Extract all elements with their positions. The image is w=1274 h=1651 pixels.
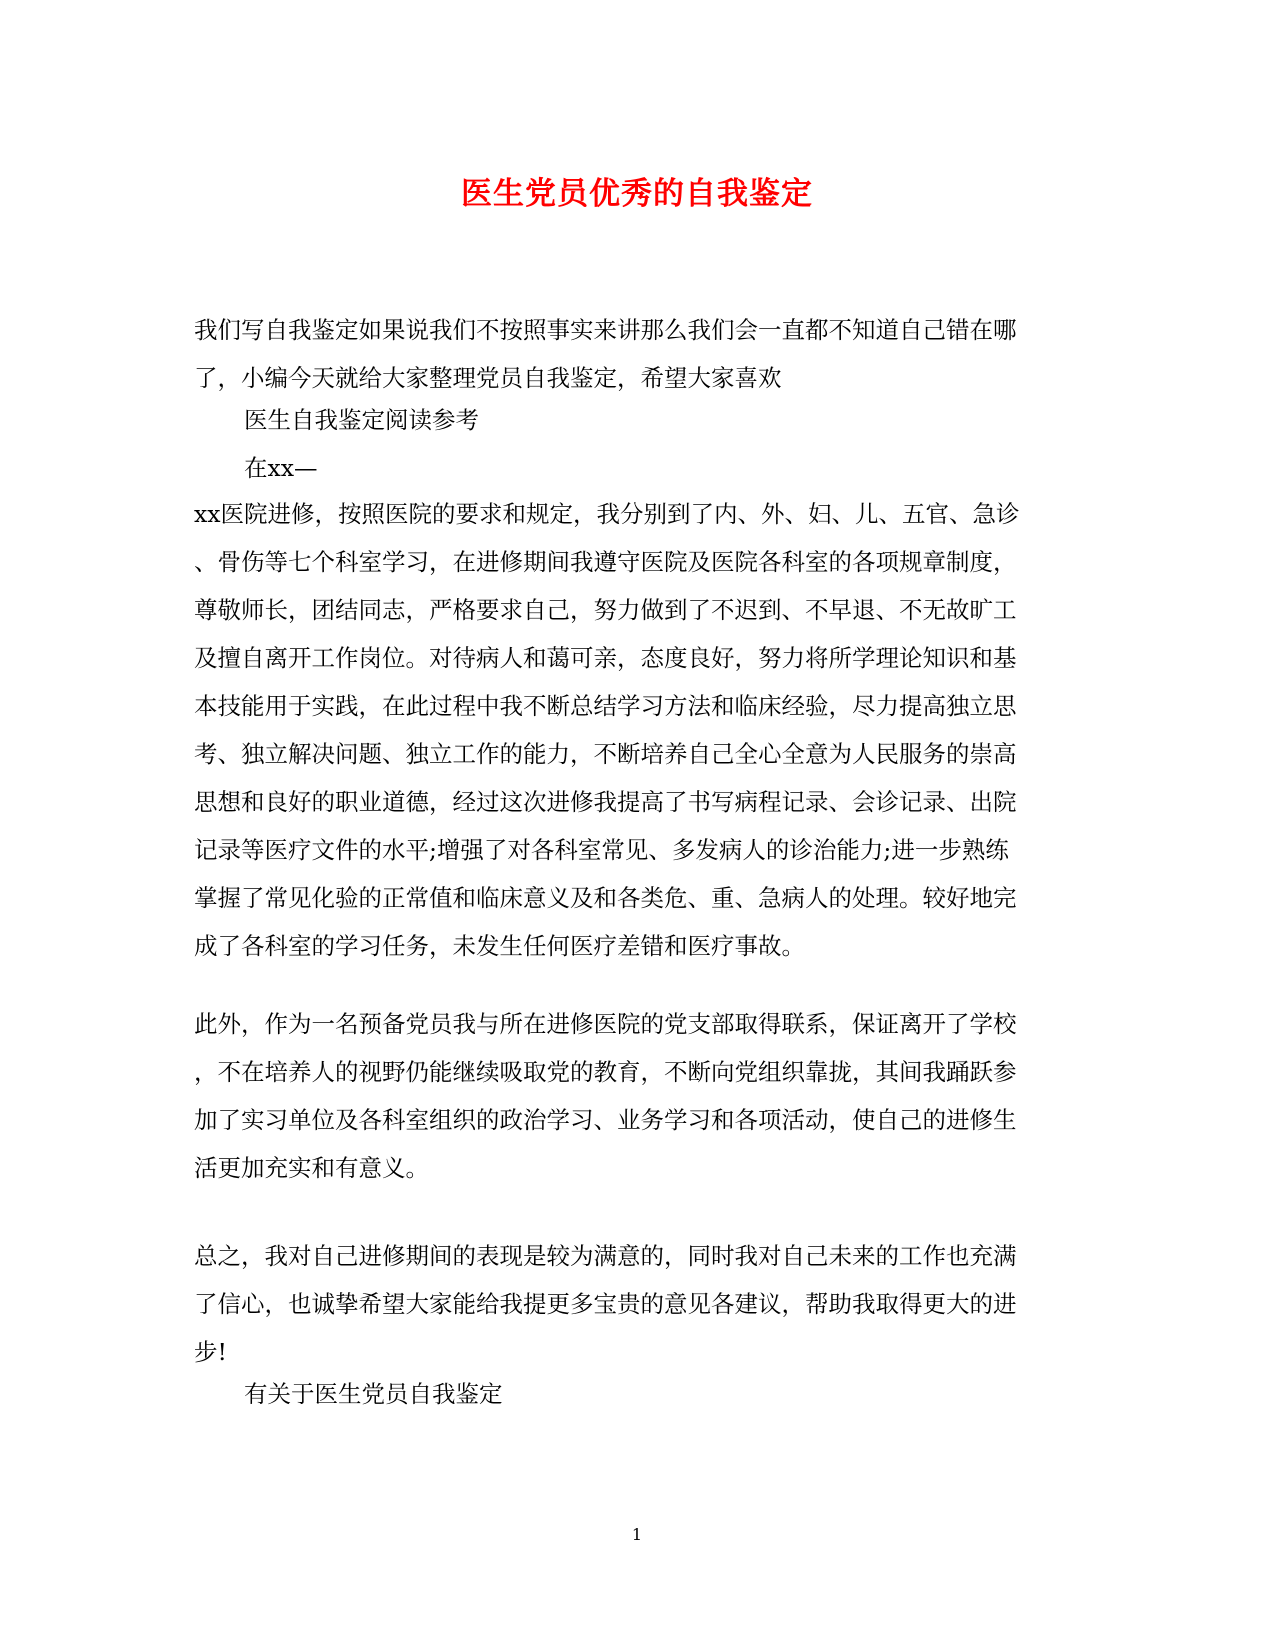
page-number: 1: [631, 1525, 643, 1544]
reference-heading-block: [194, 396, 1074, 492]
paragraph-line: 本技能用于实践，在此过程中我不断总结学习方法和临床经验，尽力提高独立思: [194, 692, 1017, 720]
paragraph-line: ，不在培养人的视野仍能继续吸取党的教育，不断向党组织靠拢，其间我踊跃参: [194, 1058, 1017, 1086]
paragraph-line: 思想和良好的职业道德，经过这次进修我提高了书写病程记录、会诊记录、出院: [194, 788, 1017, 816]
paragraph-line: 成了各科室的学习任务，未发生任何医疗差错和医疗事故。: [194, 932, 805, 960]
paragraph-three: [194, 1232, 1074, 1376]
paragraph-two: [194, 1000, 1074, 1192]
paragraph-line: 、骨伤等七个科室学习，在进修期间我遵守医院及医院各科室的各项规章制度，: [194, 548, 1017, 576]
closing-heading-block: [194, 1370, 1074, 1418]
closing-heading: 有关于医生党员自我鉴定: [244, 1380, 503, 1408]
document-title: 医生党员优秀的自我鉴定: [461, 176, 813, 212]
intro-paragraph: [194, 306, 1074, 402]
paragraph-line: 考、独立解决问题、独立工作的能力，不断培养自己全心全意为人民服务的崇高: [194, 740, 1017, 768]
paragraph-line: 此外，作为一名预备党员我与所在进修医院的党支部取得联系，保证离开了学校: [194, 1010, 1017, 1038]
paragraph-line: 加了实习单位及各科室组织的政治学习、业务学习和各项活动，使自己的进修生: [194, 1106, 1017, 1134]
paragraph-line: 记录等医疗文件的水平;增强了对各科室常见、多发病人的诊治能力;进一步熟练: [194, 836, 1009, 864]
paragraph-line: 尊敬师长，团结同志，严格要求自己，努力做到了不迟到、不早退、不无故旷工: [194, 596, 1017, 624]
prefix-line: 在xx—: [244, 454, 318, 482]
paragraph-line: 活更加充实和有意义。: [194, 1154, 429, 1182]
paragraph-line: 及擅自离开工作岗位。对待病人和蔼可亲，态度良好，努力将所学理论知识和基: [194, 644, 1017, 672]
paragraph-one: [194, 490, 1074, 970]
intro-line: 我们写自我鉴定如果说我们不按照事实来讲那么我们会一直都不知道自己错在哪: [194, 316, 1017, 344]
paragraph-line: 总之，我对自己进修期间的表现是较为满意的，同时我对自己未来的工作也充满: [194, 1242, 1017, 1270]
paragraph-line: 掌握了常见化验的正常值和临床意义及和各类危、重、急病人的处理。较好地完: [194, 884, 1017, 912]
paragraph-line: 步!: [194, 1338, 227, 1366]
reference-heading: 医生自我鉴定阅读参考: [244, 406, 479, 434]
intro-line: 了，小编今天就给大家整理党员自我鉴定，希望大家喜欢: [194, 364, 782, 392]
paragraph-line: 了信心，也诚挚希望大家能给我提更多宝贵的意见各建议，帮助我取得更大的进: [194, 1290, 1017, 1318]
paragraph-line: xx医院进修，按照医院的要求和规定，我分别到了内、外、妇、儿、五官、急诊: [194, 500, 1020, 528]
